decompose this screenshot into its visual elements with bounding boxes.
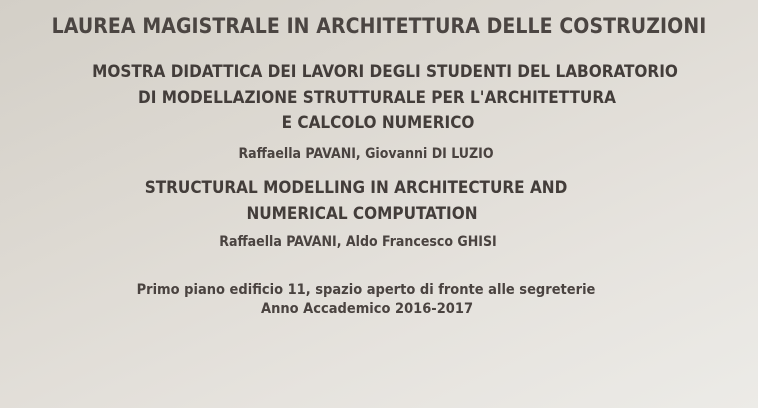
exhibition-authors: Raffaella PAVANI, Giovanni DI LUZIO <box>238 146 494 162</box>
exhibition-title-line-1: MOSTRA DIDATTICA DEI LAVORI DEGLI STUDENTI DEL LABORATORIO <box>92 62 678 82</box>
exhibition-title-line-3: E CALCOLO NUMERICO <box>281 113 475 133</box>
course-title-line-1: STRUCTURAL MODELLING IN ARCHITECTURE AND <box>144 178 568 198</box>
academic-year-text: Anno Accademico 2016-2017 <box>260 301 474 317</box>
course-title-line-2: NUMERICAL COMPUTATION <box>246 204 478 224</box>
location-text: Primo piano edificio 11, spazio aperto di fronte alle segreterie <box>136 282 596 298</box>
course-authors: Raffaella PAVANI, Aldo Francesco GHISI <box>219 234 497 250</box>
exhibition-title-line-2: DI MODELLAZIONE STRUTTURALE PER L'ARCHITETTURA <box>138 88 616 108</box>
degree-heading: LAUREA MAGISTRALE IN ARCHITETTURA DELLE COSTRUZIONI <box>51 14 707 38</box>
